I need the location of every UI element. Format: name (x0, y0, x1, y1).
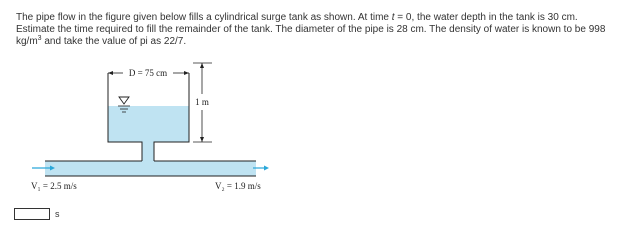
pipe-water (45, 161, 256, 176)
neck-water (142, 141, 154, 163)
tank-diameter-label: D = 75 cm (128, 68, 168, 78)
density-exponent: 3 (37, 35, 42, 42)
tank-height-label: 1 m (195, 97, 209, 107)
tank-water (108, 106, 189, 142)
outflow-arrow-head (264, 166, 269, 171)
answer-input[interactable] (14, 208, 50, 220)
answer-unit: s (55, 209, 60, 219)
time-symbol: t (391, 12, 395, 23)
problem-text-part2: = 0, the water depth in the tank is 30 cm. Estimate the time required to fill the remainder of the tank. The diameter of the pipe is 28 cm. The density of water is known to be 998 kg/m (16, 12, 606, 47)
inlet-velocity-label: V₁ = 2.5 m/s (31, 181, 77, 191)
outlet-velocity-label: V₂ = 1.9 m/s (215, 181, 261, 191)
water-level-icon (119, 97, 129, 104)
problem-text-part1: The pipe flow in the figure given below fills a cylindrical surge tank as shown. At time (16, 12, 392, 23)
problem-text-part3: and take the value of pi as 22/7. (41, 36, 187, 47)
